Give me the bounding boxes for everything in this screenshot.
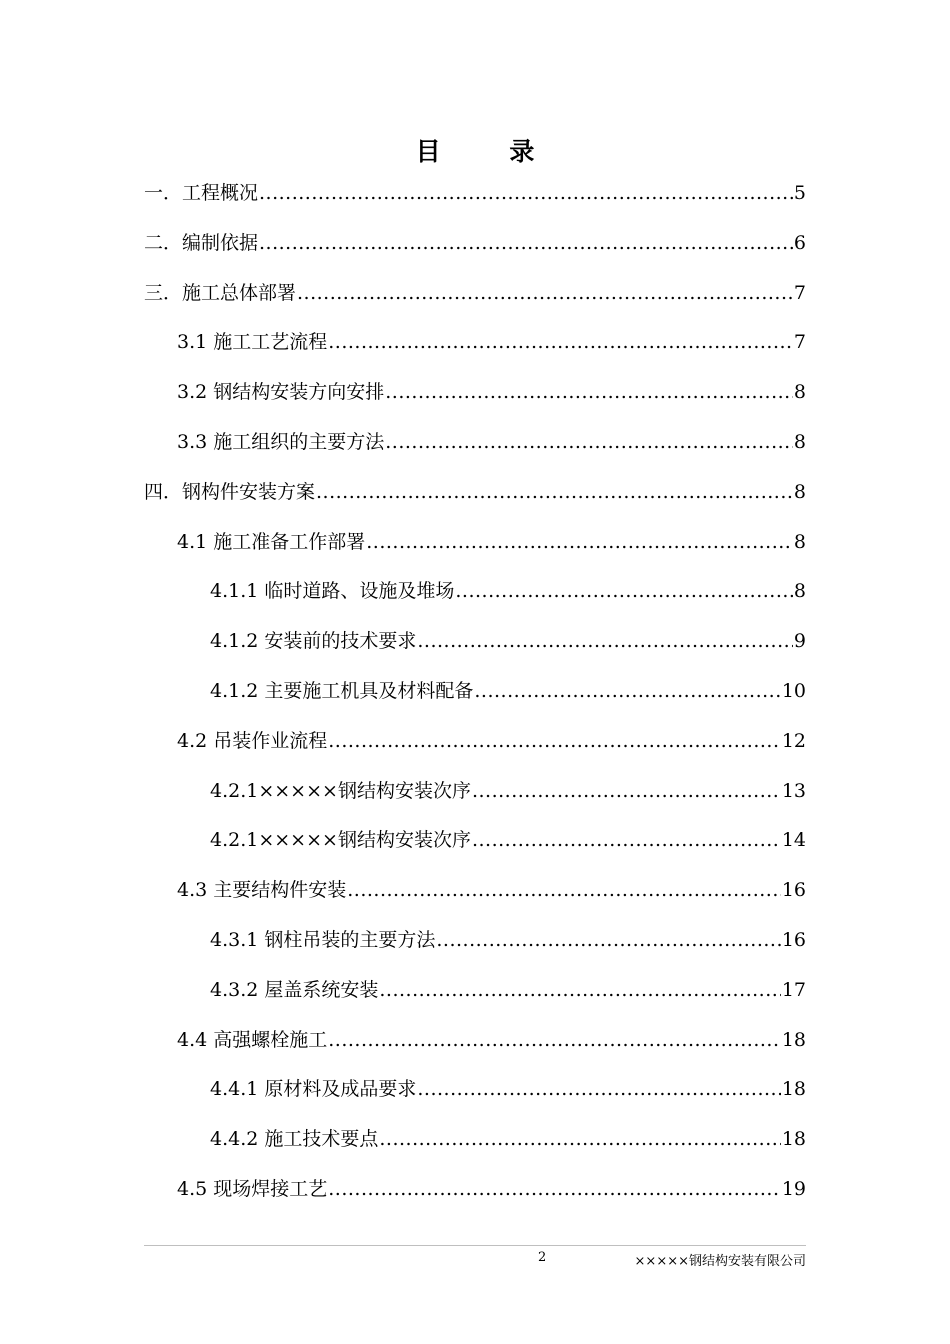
toc-entry-label: 3.1 施工工艺流程 xyxy=(177,331,328,354)
toc-entry-page: 8 xyxy=(793,580,806,603)
toc-dot-leader xyxy=(259,180,793,206)
toc-entry[interactable] xyxy=(210,774,806,804)
toc-entry-page: 18 xyxy=(781,1128,806,1151)
toc-entry-page: 13 xyxy=(781,779,806,802)
toc-dot-leader xyxy=(328,728,781,754)
toc-entry[interactable] xyxy=(210,923,806,953)
toc-entry-page: 10 xyxy=(781,680,806,702)
toc-dot-leader xyxy=(417,1076,780,1102)
toc-dot-leader xyxy=(316,479,793,505)
toc-dot-leader xyxy=(328,329,793,355)
toc-entry-label: 二．编制依据 xyxy=(144,231,259,254)
toc-dot-leader xyxy=(436,927,780,953)
toc-dot-leader xyxy=(328,1176,781,1202)
toc-entry-page: 18 xyxy=(781,1078,806,1101)
toc-entry-label: 4.2 吊装作业流程 xyxy=(177,729,328,752)
toc-entry-label: 3.2 钢结构安装方向安排 xyxy=(177,381,385,404)
toc-entry[interactable] xyxy=(210,674,806,704)
toc-dot-leader xyxy=(472,778,781,804)
toc-entry[interactable] xyxy=(144,276,806,306)
toc-entry-label: 4.3.1 钢柱吊装的主要方法 xyxy=(210,929,436,951)
toc-entry-page: 6 xyxy=(793,231,806,254)
toc-entry[interactable] xyxy=(177,724,806,754)
toc-dot-leader xyxy=(328,1027,781,1053)
toc-entry-label: 4.2.1×××××钢结构安装次序 xyxy=(210,829,471,852)
toc-entry[interactable] xyxy=(177,525,806,555)
page-title: 目 录 xyxy=(415,137,565,166)
toc-entry-label: 4.5 现场焊接工艺 xyxy=(177,1178,328,1200)
toc-entry-page: 17 xyxy=(781,978,806,1001)
toc-entry[interactable] xyxy=(210,574,806,604)
toc-entry[interactable] xyxy=(177,325,806,355)
toc-entry-label: 四．钢构件安装方案 xyxy=(144,480,316,503)
toc-entry-label: 4.3 主要结构件安装 xyxy=(177,879,347,902)
toc-entry-label: 4.2.1×××××钢结构安装次序 xyxy=(210,779,471,802)
footer-page-number: 2 xyxy=(538,1250,547,1265)
toc-entry-label: 3.3 施工组织的主要方法 xyxy=(177,431,385,453)
toc-entry-page: 14 xyxy=(781,829,806,852)
toc-dot-leader xyxy=(455,578,793,604)
toc-dot-leader xyxy=(297,280,793,306)
toc-entry-page: 8 xyxy=(793,431,806,453)
toc-entry[interactable] xyxy=(177,375,806,405)
toc-entry[interactable] xyxy=(210,973,806,1003)
toc-entry-label: 4.1 施工准备工作部署 xyxy=(177,530,366,553)
toc-entry[interactable] xyxy=(177,425,806,455)
toc-entry-page: 5 xyxy=(793,182,806,204)
toc-entry-page: 7 xyxy=(793,281,806,304)
toc-entry-label: 4.1.2 主要施工机具及材料配备 xyxy=(210,680,474,702)
toc-entry-label: 4.4 高强螺栓施工 xyxy=(177,1028,328,1051)
toc-entry-page: 12 xyxy=(781,729,806,752)
toc-entry[interactable] xyxy=(210,624,806,654)
toc-entry[interactable] xyxy=(144,176,806,206)
toc-entry-page: 18 xyxy=(781,1028,806,1051)
toc-entry-page: 16 xyxy=(781,879,806,902)
toc-entry-label: 4.1.1 临时道路、设施及堆场 xyxy=(210,580,455,603)
toc-entry-page: 8 xyxy=(793,381,806,404)
toc-entry[interactable] xyxy=(177,873,806,903)
toc-entry-label: 4.4.1 原材料及成品要求 xyxy=(210,1078,417,1101)
toc-entry[interactable] xyxy=(177,1172,806,1202)
toc-dot-leader xyxy=(366,529,793,555)
toc-dot-leader xyxy=(379,977,780,1003)
toc-entry-label: 4.4.2 施工技术要点 xyxy=(210,1128,379,1151)
toc-entry[interactable] xyxy=(144,226,806,256)
toc-entry-label: 4.3.2 屋盖系统安装 xyxy=(210,978,379,1001)
toc-entry[interactable] xyxy=(210,1122,806,1152)
toc-entry[interactable] xyxy=(210,1072,806,1102)
toc-dot-leader xyxy=(347,877,781,903)
footer-divider xyxy=(144,1245,806,1246)
toc-entry-label: 三．施工总体部署 xyxy=(144,281,297,304)
toc-dot-leader xyxy=(472,827,781,853)
toc-entry[interactable] xyxy=(177,1023,806,1053)
toc-entry[interactable] xyxy=(210,823,806,853)
toc-entry-page: 8 xyxy=(793,480,806,503)
toc-dot-leader xyxy=(474,678,780,704)
toc-dot-leader xyxy=(417,628,793,654)
toc-entry-page: 9 xyxy=(793,630,806,653)
toc-entry-page: 16 xyxy=(781,929,806,951)
toc-entry-page: 8 xyxy=(793,530,806,553)
toc-entry[interactable] xyxy=(144,475,806,505)
toc-entry-label: 一．工程概况 xyxy=(144,182,259,204)
toc-dot-leader xyxy=(259,230,793,256)
toc-entry-page: 19 xyxy=(781,1178,806,1200)
toc-dot-leader xyxy=(385,379,793,405)
toc-entry-label: 4.1.2 安装前的技术要求 xyxy=(210,630,417,653)
toc-dot-leader xyxy=(385,429,793,455)
footer-company-name: ×××××钢结构安装有限公司 xyxy=(634,1254,806,1269)
toc-entry-page: 7 xyxy=(793,331,806,354)
toc-dot-leader xyxy=(379,1126,780,1152)
